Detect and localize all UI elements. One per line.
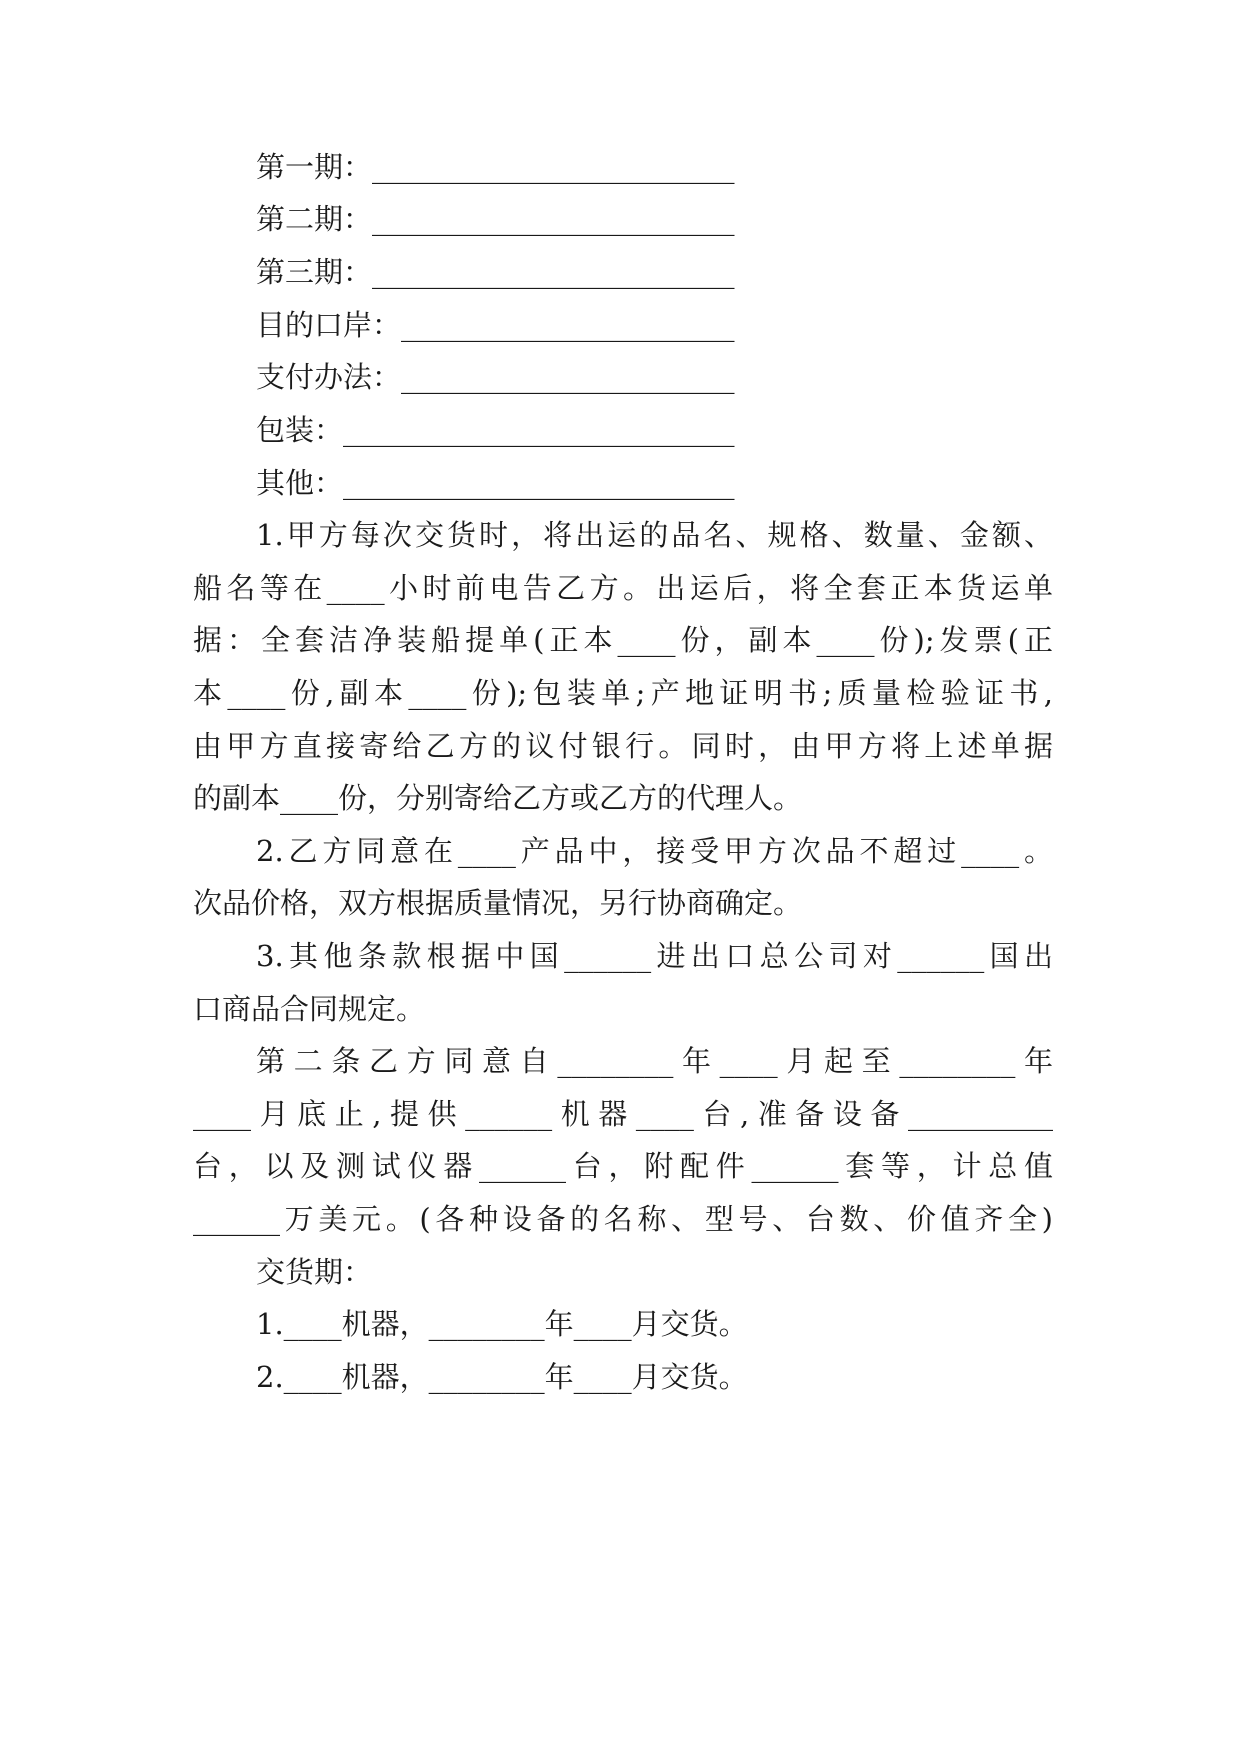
field-period-3: 第三期：_________________________: [256, 255, 735, 289]
delivery-item-2: 2.____机器，________年____月交货。: [256, 1360, 748, 1394]
field-destination-port: 目的口岸：_______________________: [256, 308, 735, 342]
article-2-line-1: 第二条乙方同意自________年____月起至________年: [256, 1044, 1053, 1078]
field-period-2: 第二期：_________________________: [256, 202, 735, 236]
field-period-1: 第一期：_________________________: [256, 150, 735, 184]
clause-2-line-1: 2.乙方同意在____产品中，接受甲方次品不超过____。: [256, 834, 1053, 868]
clause-3-line-1: 3.其他条款根据中国______进出口总公司对______国出: [256, 939, 1053, 973]
field-payment-method: 支付办法：_______________________: [256, 360, 735, 394]
field-packaging: 包装：___________________________: [256, 413, 735, 447]
clause-1-line-1: 1.甲方每次交货时，将出运的品名、规格、数量、金额、: [256, 518, 1053, 552]
delivery-item-1: 1.____机器，________年____月交货。: [256, 1307, 748, 1341]
clause-2-line-2: 次品价格，双方根据质量情况，另行协商确定。: [193, 886, 803, 920]
clause-1-line-3: 据：全套洁净装船提单(正本____份，副本____份);发票(正: [193, 623, 1053, 657]
field-other: 其他：___________________________: [256, 466, 735, 500]
clause-1-line-4: 本____份,副本____份);包装单;产地证明书;质量检验证书,: [193, 676, 1053, 710]
clause-1-line-2: 船名等在____小时前电告乙方。出运后，将全套正本货运单: [193, 571, 1053, 605]
delivery-heading: 交货期：: [256, 1255, 373, 1289]
clause-3-line-2: 口商品合同规定。: [193, 992, 426, 1026]
article-2-line-3: 台，以及测试仪器______台，附配件______套等，计总值: [193, 1149, 1053, 1183]
clause-1-line-5: 由甲方直接寄给乙方的议付银行。同时，由甲方将上述单据: [193, 729, 1053, 763]
article-2-line-4: ______万美元。(各种设备的名称、型号、台数、价值齐全): [193, 1202, 1053, 1236]
article-2-line-2: ____月底止,提供______机器____台,准备设备__________: [193, 1097, 1053, 1131]
clause-1-line-6: 的副本____份，分别寄给乙方或乙方的代理人。: [193, 781, 803, 815]
